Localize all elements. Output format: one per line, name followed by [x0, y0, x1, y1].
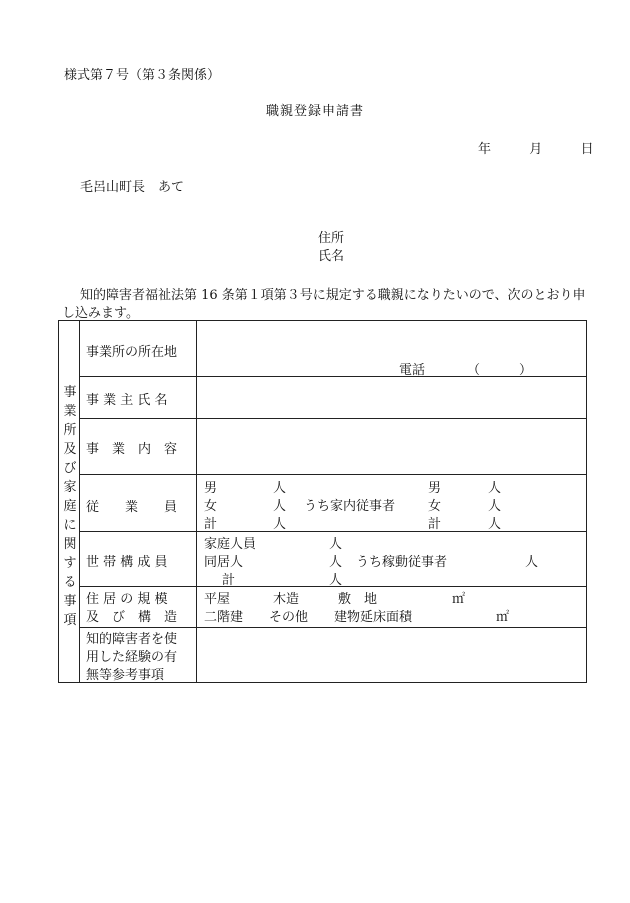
working-members-label: うち稼動従事者	[356, 555, 448, 570]
employees-label: 従 業 員	[86, 500, 178, 515]
applicant-block	[318, 230, 344, 266]
family-members-label: 家庭人員	[204, 537, 257, 552]
emp-unit: 人	[273, 517, 287, 532]
emp-unit: 人	[273, 499, 287, 514]
residence-label-2: 及 び 構 造	[86, 610, 178, 625]
application-table	[58, 320, 587, 683]
hh-unit: 人	[329, 537, 343, 552]
fam-female: 女	[428, 499, 442, 514]
cohabitants-label: 同居人	[204, 555, 244, 570]
address-label: 住所	[318, 231, 345, 246]
one-story-label: 平屋	[204, 592, 231, 607]
addressee: 毛呂山町長 あて	[80, 180, 185, 195]
date-year: 年	[478, 142, 492, 157]
fam-unit: 人	[488, 517, 502, 532]
floor-area-sqm: ㎡	[496, 610, 510, 625]
phone-parens: （ ）	[467, 363, 533, 378]
floor-area-label: 建物延床面積	[334, 610, 413, 625]
emp-unit: 人	[273, 481, 287, 496]
family-workers-label: うち家内従事者	[304, 499, 396, 514]
site-sqm: ㎡	[452, 592, 466, 607]
fam-total: 計	[428, 517, 442, 532]
experience-label: 知的障害者を使 用した経験の有 無等参考事項	[86, 632, 178, 683]
document-title: 職親登録申請書	[265, 104, 364, 119]
fam-unit: 人	[488, 481, 502, 496]
emp-male: 男	[204, 481, 218, 496]
residence-label-1: 住 居 の 規 模	[86, 592, 168, 607]
fam-male: 男	[428, 481, 442, 496]
date-month: 月	[529, 142, 543, 157]
fam-unit: 人	[488, 499, 502, 514]
date-day: 日	[580, 142, 594, 157]
form-number: 様式第７号（第３条関係）	[64, 68, 221, 83]
wooden-label: 木造	[273, 592, 300, 607]
body-text: 知的障害者福祉法第 16 条第１項第３号に規定する職親になりたいので、次のとおり申し込みます。	[62, 288, 586, 321]
name-label: 氏名	[318, 249, 345, 264]
emp-female: 女	[204, 499, 218, 514]
hh-unit: 人	[329, 573, 343, 588]
emp-total: 計	[204, 517, 218, 532]
owner-label: 事 業 主 氏 名	[86, 393, 168, 408]
two-story-label: 二階建	[204, 610, 244, 625]
site-label: 敷 地	[338, 592, 378, 607]
hh-unit: 人	[525, 555, 539, 570]
household-total: 計	[222, 573, 236, 588]
other-label: その他	[269, 610, 309, 625]
date-line	[478, 138, 594, 157]
hh-unit: 人	[329, 555, 343, 570]
phone-label: 電話	[399, 363, 426, 378]
business-label: 事 業 内 容	[86, 442, 178, 457]
location-label: 事業所の所在地	[86, 345, 178, 360]
section-title: 事業所及び家庭に関する事項	[63, 385, 77, 628]
household-label: 世 帯 構 成 員	[86, 555, 168, 570]
